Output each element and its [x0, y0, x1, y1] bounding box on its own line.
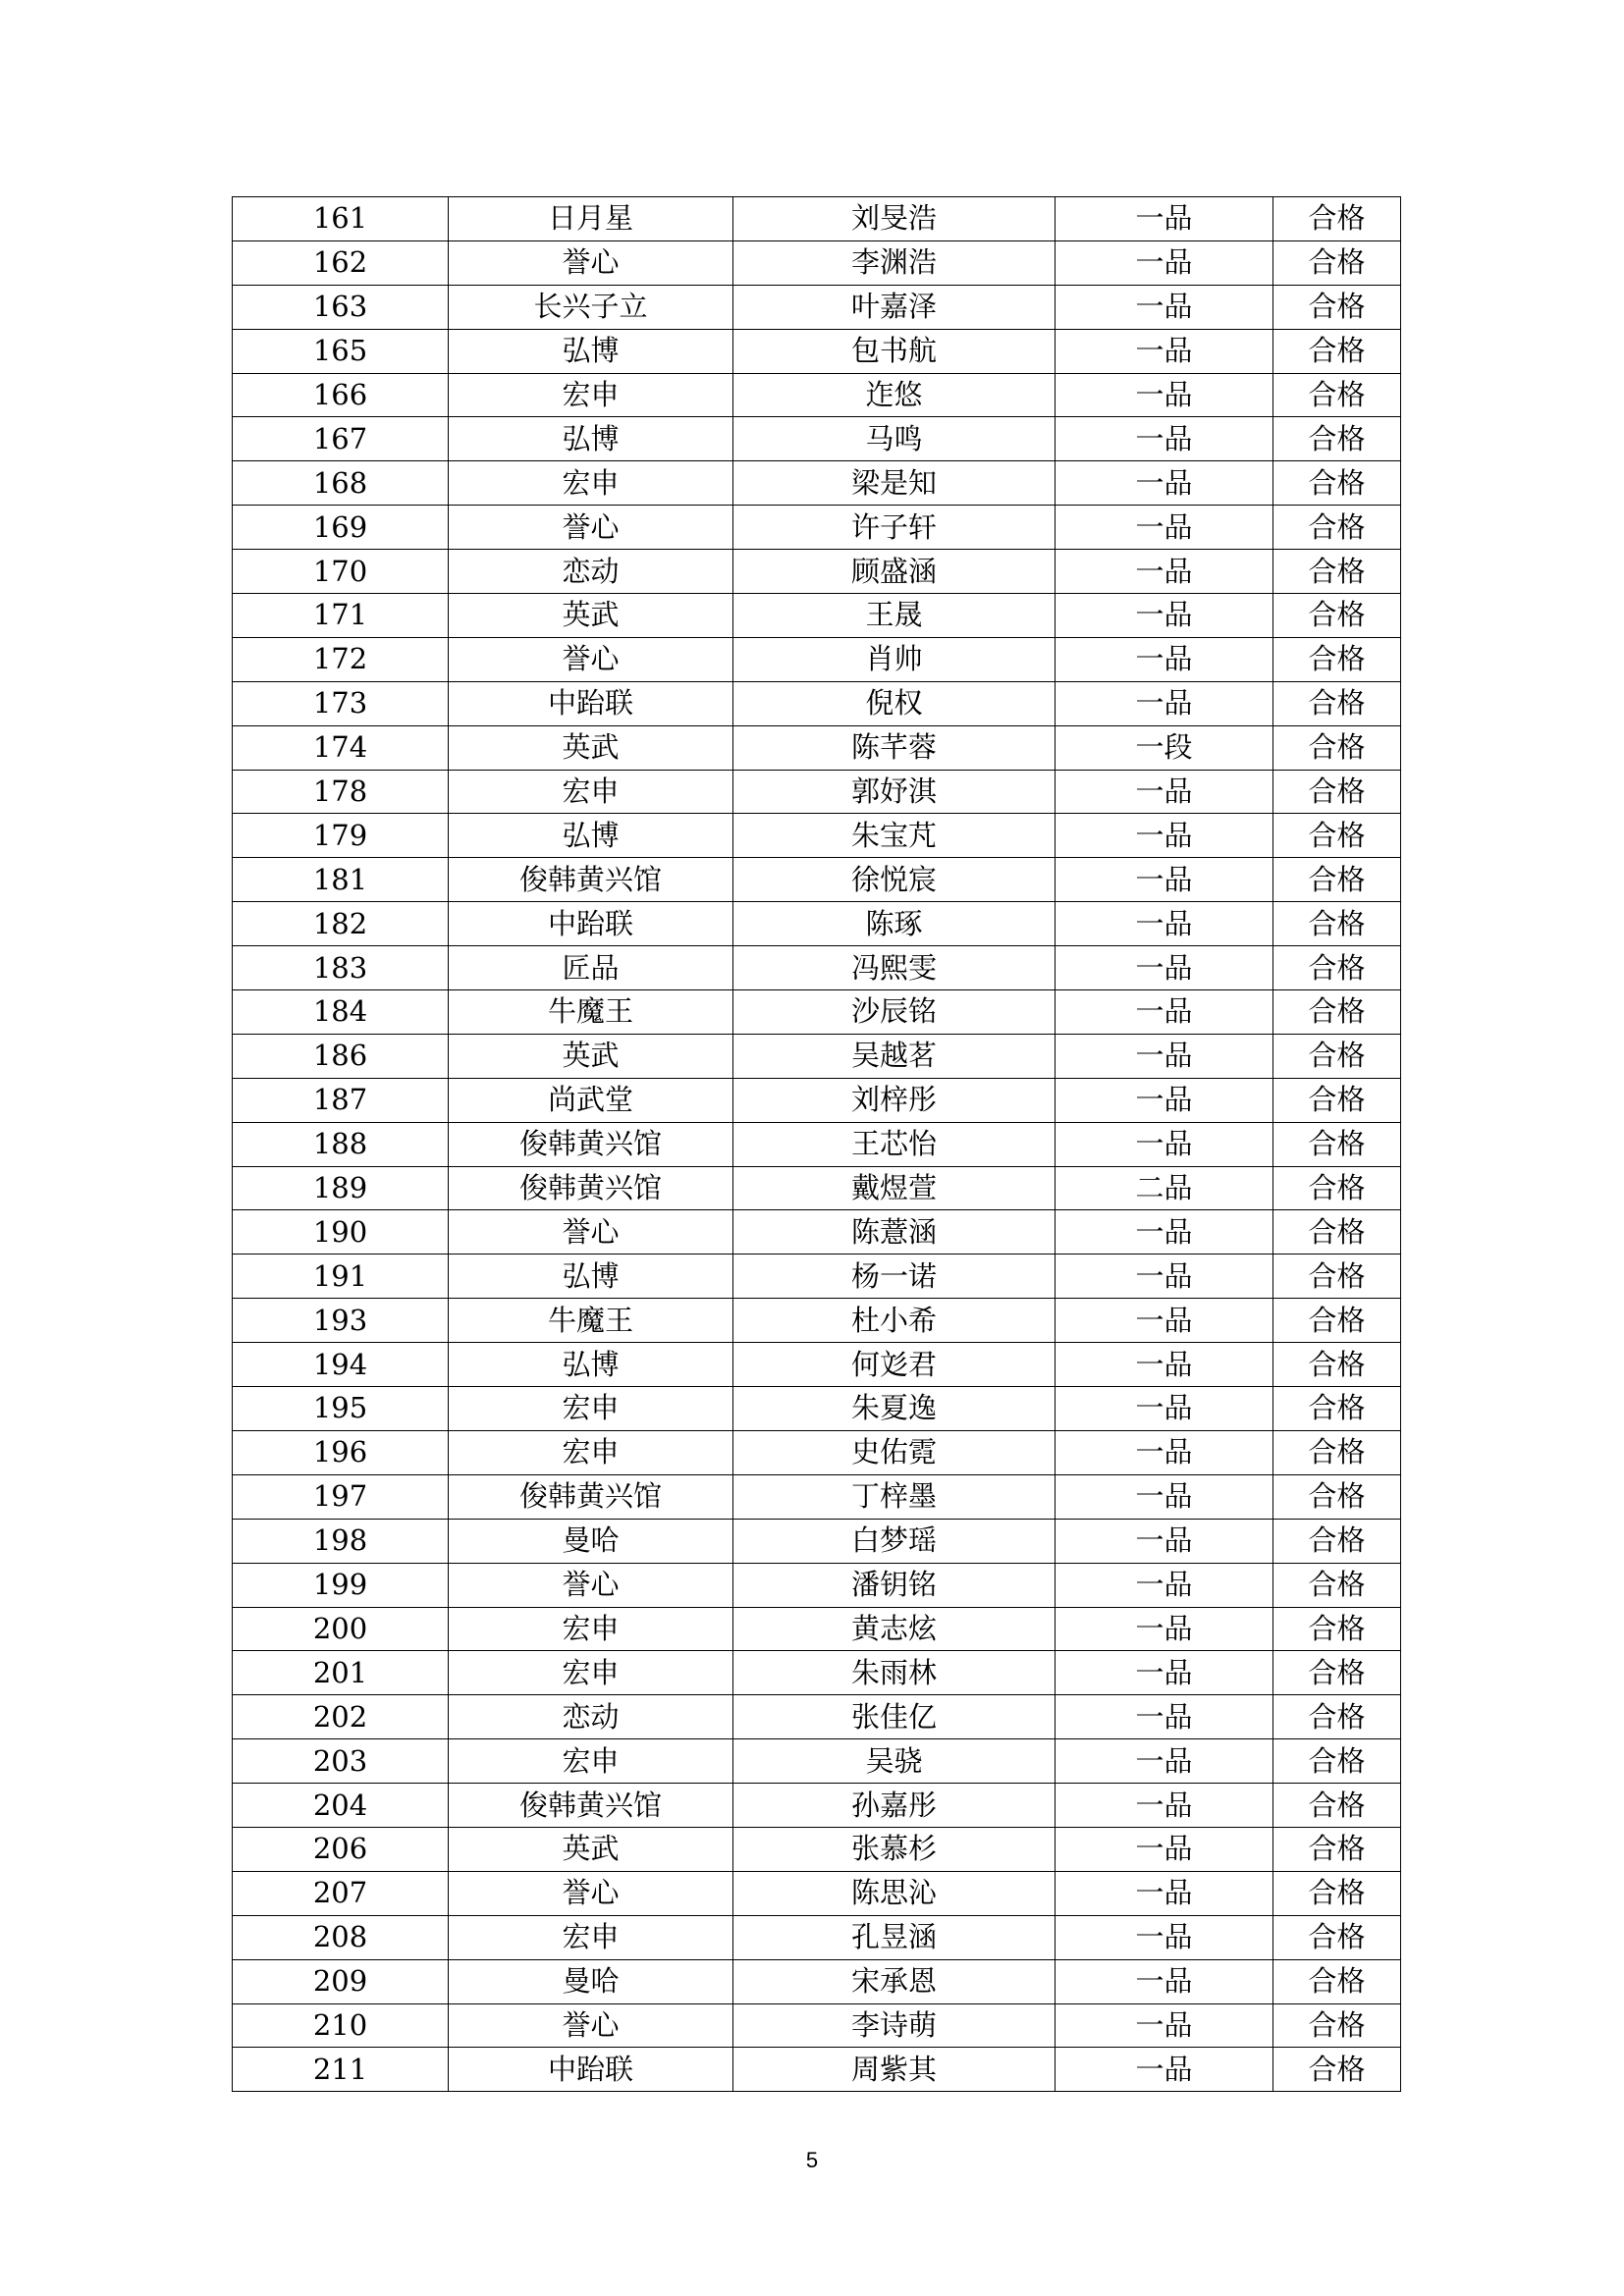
table-row — [233, 1651, 1401, 1695]
cell-grade: 一品 — [1056, 1299, 1273, 1343]
table-row — [233, 1210, 1401, 1255]
cell-result: 合格 — [1273, 1034, 1401, 1078]
cell-result: 合格 — [1273, 725, 1401, 770]
cell-result: 合格 — [1273, 1959, 1401, 2003]
table-row — [233, 197, 1401, 241]
cell-grade: 一品 — [1056, 1915, 1273, 1959]
cell-name: 孙嘉彤 — [733, 1784, 1056, 1828]
table-row — [233, 902, 1401, 946]
cell-name: 丁梓墨 — [733, 1474, 1056, 1519]
cell-name: 史佑霓 — [733, 1430, 1056, 1474]
cell-name: 周紫其 — [733, 2048, 1056, 2092]
cell-number: 173 — [233, 681, 449, 725]
cell-name: 白梦瑶 — [733, 1519, 1056, 1563]
table-row — [233, 1299, 1401, 1343]
table-row — [233, 1034, 1401, 1078]
cell-club: 誉心 — [449, 2003, 733, 2048]
cell-grade: 一品 — [1056, 417, 1273, 461]
cell-number: 208 — [233, 1915, 449, 1959]
cell-number: 198 — [233, 1519, 449, 1563]
cell-name: 顾盛涵 — [733, 550, 1056, 594]
cell-grade: 一品 — [1056, 1210, 1273, 1255]
cell-result: 合格 — [1273, 1474, 1401, 1519]
cell-grade: 一品 — [1056, 1827, 1273, 1871]
cell-name: 宋承恩 — [733, 1959, 1056, 2003]
table-row — [233, 946, 1401, 990]
cell-name: 吴越茗 — [733, 1034, 1056, 1078]
cell-name: 倪权 — [733, 681, 1056, 725]
cell-name: 陈芊蓉 — [733, 725, 1056, 770]
cell-grade: 一品 — [1056, 1430, 1273, 1474]
cell-name: 叶嘉泽 — [733, 285, 1056, 329]
cell-result: 合格 — [1273, 2003, 1401, 2048]
cell-result: 合格 — [1273, 373, 1401, 417]
cell-name: 何彣君 — [733, 1343, 1056, 1387]
cell-grade: 一品 — [1056, 1959, 1273, 2003]
table-row — [233, 2003, 1401, 2048]
cell-result: 合格 — [1273, 902, 1401, 946]
table-row — [233, 2048, 1401, 2092]
table-row — [233, 417, 1401, 461]
cell-number: 174 — [233, 725, 449, 770]
cell-number: 196 — [233, 1430, 449, 1474]
cell-name: 刘梓彤 — [733, 1078, 1056, 1122]
table-row — [233, 858, 1401, 902]
cell-number: 170 — [233, 550, 449, 594]
cell-name: 王晟 — [733, 594, 1056, 638]
cell-result: 合格 — [1273, 1695, 1401, 1739]
cell-club: 长兴子立 — [449, 285, 733, 329]
table-row — [233, 1430, 1401, 1474]
table-row — [233, 770, 1401, 814]
cell-grade: 一品 — [1056, 197, 1273, 241]
cell-result: 合格 — [1273, 2048, 1401, 2092]
cell-number: 188 — [233, 1122, 449, 1166]
table-row — [233, 1784, 1401, 1828]
cell-name: 黄志炫 — [733, 1607, 1056, 1651]
cell-number: 186 — [233, 1034, 449, 1078]
cell-club: 宏申 — [449, 1430, 733, 1474]
cell-number: 171 — [233, 594, 449, 638]
cell-result: 合格 — [1273, 1430, 1401, 1474]
cell-name: 孔昱涵 — [733, 1915, 1056, 1959]
cell-grade: 一品 — [1056, 1034, 1273, 1078]
table-row — [233, 1563, 1401, 1607]
cell-name: 朱雨林 — [733, 1651, 1056, 1695]
cell-number: 194 — [233, 1343, 449, 1387]
cell-name: 朱夏逸 — [733, 1387, 1056, 1431]
cell-name: 陈思沁 — [733, 1871, 1056, 1915]
table-row — [233, 373, 1401, 417]
cell-club: 英武 — [449, 1827, 733, 1871]
cell-result: 合格 — [1273, 1915, 1401, 1959]
cell-name: 李渊浩 — [733, 240, 1056, 285]
cell-number: 210 — [233, 2003, 449, 2048]
cell-grade: 一品 — [1056, 1739, 1273, 1784]
cell-number: 163 — [233, 285, 449, 329]
results-table-body — [233, 197, 1401, 2092]
cell-result: 合格 — [1273, 681, 1401, 725]
table-row — [233, 1078, 1401, 1122]
table-row — [233, 285, 1401, 329]
cell-grade: 一品 — [1056, 681, 1273, 725]
cell-grade: 一品 — [1056, 594, 1273, 638]
table-row — [233, 1343, 1401, 1387]
cell-number: 200 — [233, 1607, 449, 1651]
cell-number: 172 — [233, 637, 449, 681]
cell-grade: 一品 — [1056, 1343, 1273, 1387]
cell-result: 合格 — [1273, 1255, 1401, 1299]
cell-result: 合格 — [1273, 990, 1401, 1035]
cell-grade: 一品 — [1056, 1563, 1273, 1607]
cell-name: 戴煜萱 — [733, 1166, 1056, 1210]
cell-number: 209 — [233, 1959, 449, 2003]
cell-number: 204 — [233, 1784, 449, 1828]
cell-grade: 一品 — [1056, 1474, 1273, 1519]
cell-grade: 一品 — [1056, 990, 1273, 1035]
cell-result: 合格 — [1273, 1078, 1401, 1122]
cell-club: 恋动 — [449, 550, 733, 594]
cell-number: 189 — [233, 1166, 449, 1210]
cell-number: 169 — [233, 506, 449, 550]
cell-grade: 一品 — [1056, 1387, 1273, 1431]
cell-result: 合格 — [1273, 594, 1401, 638]
cell-number: 168 — [233, 461, 449, 506]
cell-number: 206 — [233, 1827, 449, 1871]
table-row — [233, 329, 1401, 373]
table-row — [233, 1915, 1401, 1959]
cell-club: 宏申 — [449, 1387, 733, 1431]
cell-number: 167 — [233, 417, 449, 461]
cell-result: 合格 — [1273, 858, 1401, 902]
cell-result: 合格 — [1273, 1519, 1401, 1563]
cell-grade: 一品 — [1056, 1695, 1273, 1739]
cell-result: 合格 — [1273, 1607, 1401, 1651]
cell-name: 王芯怡 — [733, 1122, 1056, 1166]
cell-club: 宏申 — [449, 1915, 733, 1959]
cell-club: 牛魔王 — [449, 990, 733, 1035]
table-row — [233, 594, 1401, 638]
cell-grade: 一品 — [1056, 550, 1273, 594]
cell-grade: 一品 — [1056, 946, 1273, 990]
cell-grade: 一品 — [1056, 637, 1273, 681]
cell-club: 尚武堂 — [449, 1078, 733, 1122]
cell-club: 弘博 — [449, 1343, 733, 1387]
cell-grade: 一品 — [1056, 285, 1273, 329]
cell-club: 宏申 — [449, 770, 733, 814]
cell-number: 178 — [233, 770, 449, 814]
table-row — [233, 814, 1401, 858]
cell-result: 合格 — [1273, 1827, 1401, 1871]
cell-grade: 一品 — [1056, 240, 1273, 285]
cell-number: 187 — [233, 1078, 449, 1122]
cell-name: 冯熙雯 — [733, 946, 1056, 990]
table-row — [233, 550, 1401, 594]
cell-grade: 一品 — [1056, 1651, 1273, 1695]
table-row — [233, 1255, 1401, 1299]
cell-grade: 一品 — [1056, 1871, 1273, 1915]
cell-grade: 二品 — [1056, 1166, 1273, 1210]
cell-club: 恋动 — [449, 1695, 733, 1739]
cell-result: 合格 — [1273, 417, 1401, 461]
cell-club: 弘博 — [449, 417, 733, 461]
cell-grade: 一品 — [1056, 770, 1273, 814]
cell-result: 合格 — [1273, 506, 1401, 550]
cell-grade: 一品 — [1056, 329, 1273, 373]
cell-name: 许子轩 — [733, 506, 1056, 550]
cell-club: 英武 — [449, 594, 733, 638]
cell-result: 合格 — [1273, 1210, 1401, 1255]
cell-number: 199 — [233, 1563, 449, 1607]
cell-result: 合格 — [1273, 197, 1401, 241]
cell-result: 合格 — [1273, 240, 1401, 285]
cell-club: 宏申 — [449, 1607, 733, 1651]
cell-name: 李诗萌 — [733, 2003, 1056, 2048]
cell-name: 杨一诺 — [733, 1255, 1056, 1299]
cell-club: 英武 — [449, 1034, 733, 1078]
table-row — [233, 990, 1401, 1035]
cell-grade: 一品 — [1056, 1784, 1273, 1828]
cell-club: 英武 — [449, 725, 733, 770]
cell-club: 弘博 — [449, 329, 733, 373]
cell-name: 郭妤淇 — [733, 770, 1056, 814]
cell-number: 207 — [233, 1871, 449, 1915]
cell-club: 曼哈 — [449, 1959, 733, 2003]
cell-number: 201 — [233, 1651, 449, 1695]
table-row — [233, 1871, 1401, 1915]
table-row — [233, 1122, 1401, 1166]
table-row — [233, 461, 1401, 506]
cell-result: 合格 — [1273, 946, 1401, 990]
cell-club: 俊韩黄兴馆 — [449, 1784, 733, 1828]
cell-grade: 一段 — [1056, 725, 1273, 770]
cell-grade: 一品 — [1056, 2048, 1273, 2092]
cell-name: 梁是知 — [733, 461, 1056, 506]
cell-club: 俊韩黄兴馆 — [449, 858, 733, 902]
cell-name: 朱宝芃 — [733, 814, 1056, 858]
cell-number: 181 — [233, 858, 449, 902]
cell-grade: 一品 — [1056, 1078, 1273, 1122]
cell-result: 合格 — [1273, 814, 1401, 858]
table-row — [233, 506, 1401, 550]
table-row — [233, 1519, 1401, 1563]
table-row — [233, 1695, 1401, 1739]
cell-result: 合格 — [1273, 1299, 1401, 1343]
results-table — [232, 196, 1401, 2092]
cell-result: 合格 — [1273, 1784, 1401, 1828]
table-row — [233, 240, 1401, 285]
cell-grade: 一品 — [1056, 814, 1273, 858]
cell-number: 190 — [233, 1210, 449, 1255]
cell-grade: 一品 — [1056, 1255, 1273, 1299]
cell-name: 陈薏涵 — [733, 1210, 1056, 1255]
cell-result: 合格 — [1273, 1651, 1401, 1695]
cell-club: 弘博 — [449, 1255, 733, 1299]
cell-club: 中跆联 — [449, 681, 733, 725]
cell-club: 曼哈 — [449, 1519, 733, 1563]
cell-number: 203 — [233, 1739, 449, 1784]
cell-result: 合格 — [1273, 1739, 1401, 1784]
cell-club: 俊韩黄兴馆 — [449, 1474, 733, 1519]
cell-result: 合格 — [1273, 1122, 1401, 1166]
cell-club: 誉心 — [449, 1871, 733, 1915]
cell-club: 俊韩黄兴馆 — [449, 1122, 733, 1166]
cell-grade: 一品 — [1056, 858, 1273, 902]
cell-club: 弘博 — [449, 814, 733, 858]
cell-result: 合格 — [1273, 1387, 1401, 1431]
table-row — [233, 1739, 1401, 1784]
cell-club: 誉心 — [449, 506, 733, 550]
table-row — [233, 637, 1401, 681]
cell-result: 合格 — [1273, 550, 1401, 594]
cell-name: 潘钥铭 — [733, 1563, 1056, 1607]
cell-club: 匠品 — [449, 946, 733, 990]
cell-grade: 一品 — [1056, 902, 1273, 946]
cell-club: 日月星 — [449, 197, 733, 241]
cell-club: 宏申 — [449, 1651, 733, 1695]
cell-name: 张佳亿 — [733, 1695, 1056, 1739]
cell-name: 刘旻浩 — [733, 197, 1056, 241]
table-row — [233, 1166, 1401, 1210]
cell-grade: 一品 — [1056, 461, 1273, 506]
cell-name: 杜小希 — [733, 1299, 1056, 1343]
cell-club: 誉心 — [449, 240, 733, 285]
cell-name: 张慕杉 — [733, 1827, 1056, 1871]
table-row — [233, 1474, 1401, 1519]
cell-name: 沙辰铭 — [733, 990, 1056, 1035]
cell-result: 合格 — [1273, 285, 1401, 329]
cell-name: 吴骁 — [733, 1739, 1056, 1784]
cell-grade: 一品 — [1056, 506, 1273, 550]
table-row — [233, 1607, 1401, 1651]
cell-result: 合格 — [1273, 1343, 1401, 1387]
cell-number: 182 — [233, 902, 449, 946]
table-row — [233, 1387, 1401, 1431]
cell-number: 166 — [233, 373, 449, 417]
cell-result: 合格 — [1273, 770, 1401, 814]
cell-result: 合格 — [1273, 1166, 1401, 1210]
table-row — [233, 681, 1401, 725]
cell-grade: 一品 — [1056, 1122, 1273, 1166]
cell-grade: 一品 — [1056, 373, 1273, 417]
cell-name: 肖帅 — [733, 637, 1056, 681]
cell-result: 合格 — [1273, 1871, 1401, 1915]
cell-club: 中跆联 — [449, 2048, 733, 2092]
cell-name: 徐悦宸 — [733, 858, 1056, 902]
page-number: 5 — [805, 2148, 819, 2172]
cell-name: 陈琢 — [733, 902, 1056, 946]
cell-club: 宏申 — [449, 1739, 733, 1784]
cell-result: 合格 — [1273, 1563, 1401, 1607]
cell-number: 195 — [233, 1387, 449, 1431]
cell-club: 牛魔王 — [449, 1299, 733, 1343]
cell-number: 193 — [233, 1299, 449, 1343]
cell-number: 211 — [233, 2048, 449, 2092]
cell-result: 合格 — [1273, 329, 1401, 373]
cell-number: 161 — [233, 197, 449, 241]
cell-result: 合格 — [1273, 637, 1401, 681]
cell-name: 马鸣 — [733, 417, 1056, 461]
cell-number: 183 — [233, 946, 449, 990]
table-row — [233, 1827, 1401, 1871]
cell-club: 誉心 — [449, 1210, 733, 1255]
cell-number: 162 — [233, 240, 449, 285]
cell-club: 宏申 — [449, 461, 733, 506]
cell-club: 中跆联 — [449, 902, 733, 946]
cell-number: 165 — [233, 329, 449, 373]
cell-grade: 一品 — [1056, 1607, 1273, 1651]
cell-club: 宏申 — [449, 373, 733, 417]
cell-club: 俊韩黄兴馆 — [449, 1166, 733, 1210]
cell-result: 合格 — [1273, 461, 1401, 506]
table-row — [233, 1959, 1401, 2003]
cell-number: 179 — [233, 814, 449, 858]
table-row — [233, 725, 1401, 770]
cell-name: 包书航 — [733, 329, 1056, 373]
cell-grade: 一品 — [1056, 2003, 1273, 2048]
cell-name: 迮悠 — [733, 373, 1056, 417]
cell-club: 誉心 — [449, 1563, 733, 1607]
cell-number: 184 — [233, 990, 449, 1035]
cell-number: 191 — [233, 1255, 449, 1299]
cell-club: 誉心 — [449, 637, 733, 681]
cell-number: 202 — [233, 1695, 449, 1739]
cell-number: 197 — [233, 1474, 449, 1519]
cell-grade: 一品 — [1056, 1519, 1273, 1563]
